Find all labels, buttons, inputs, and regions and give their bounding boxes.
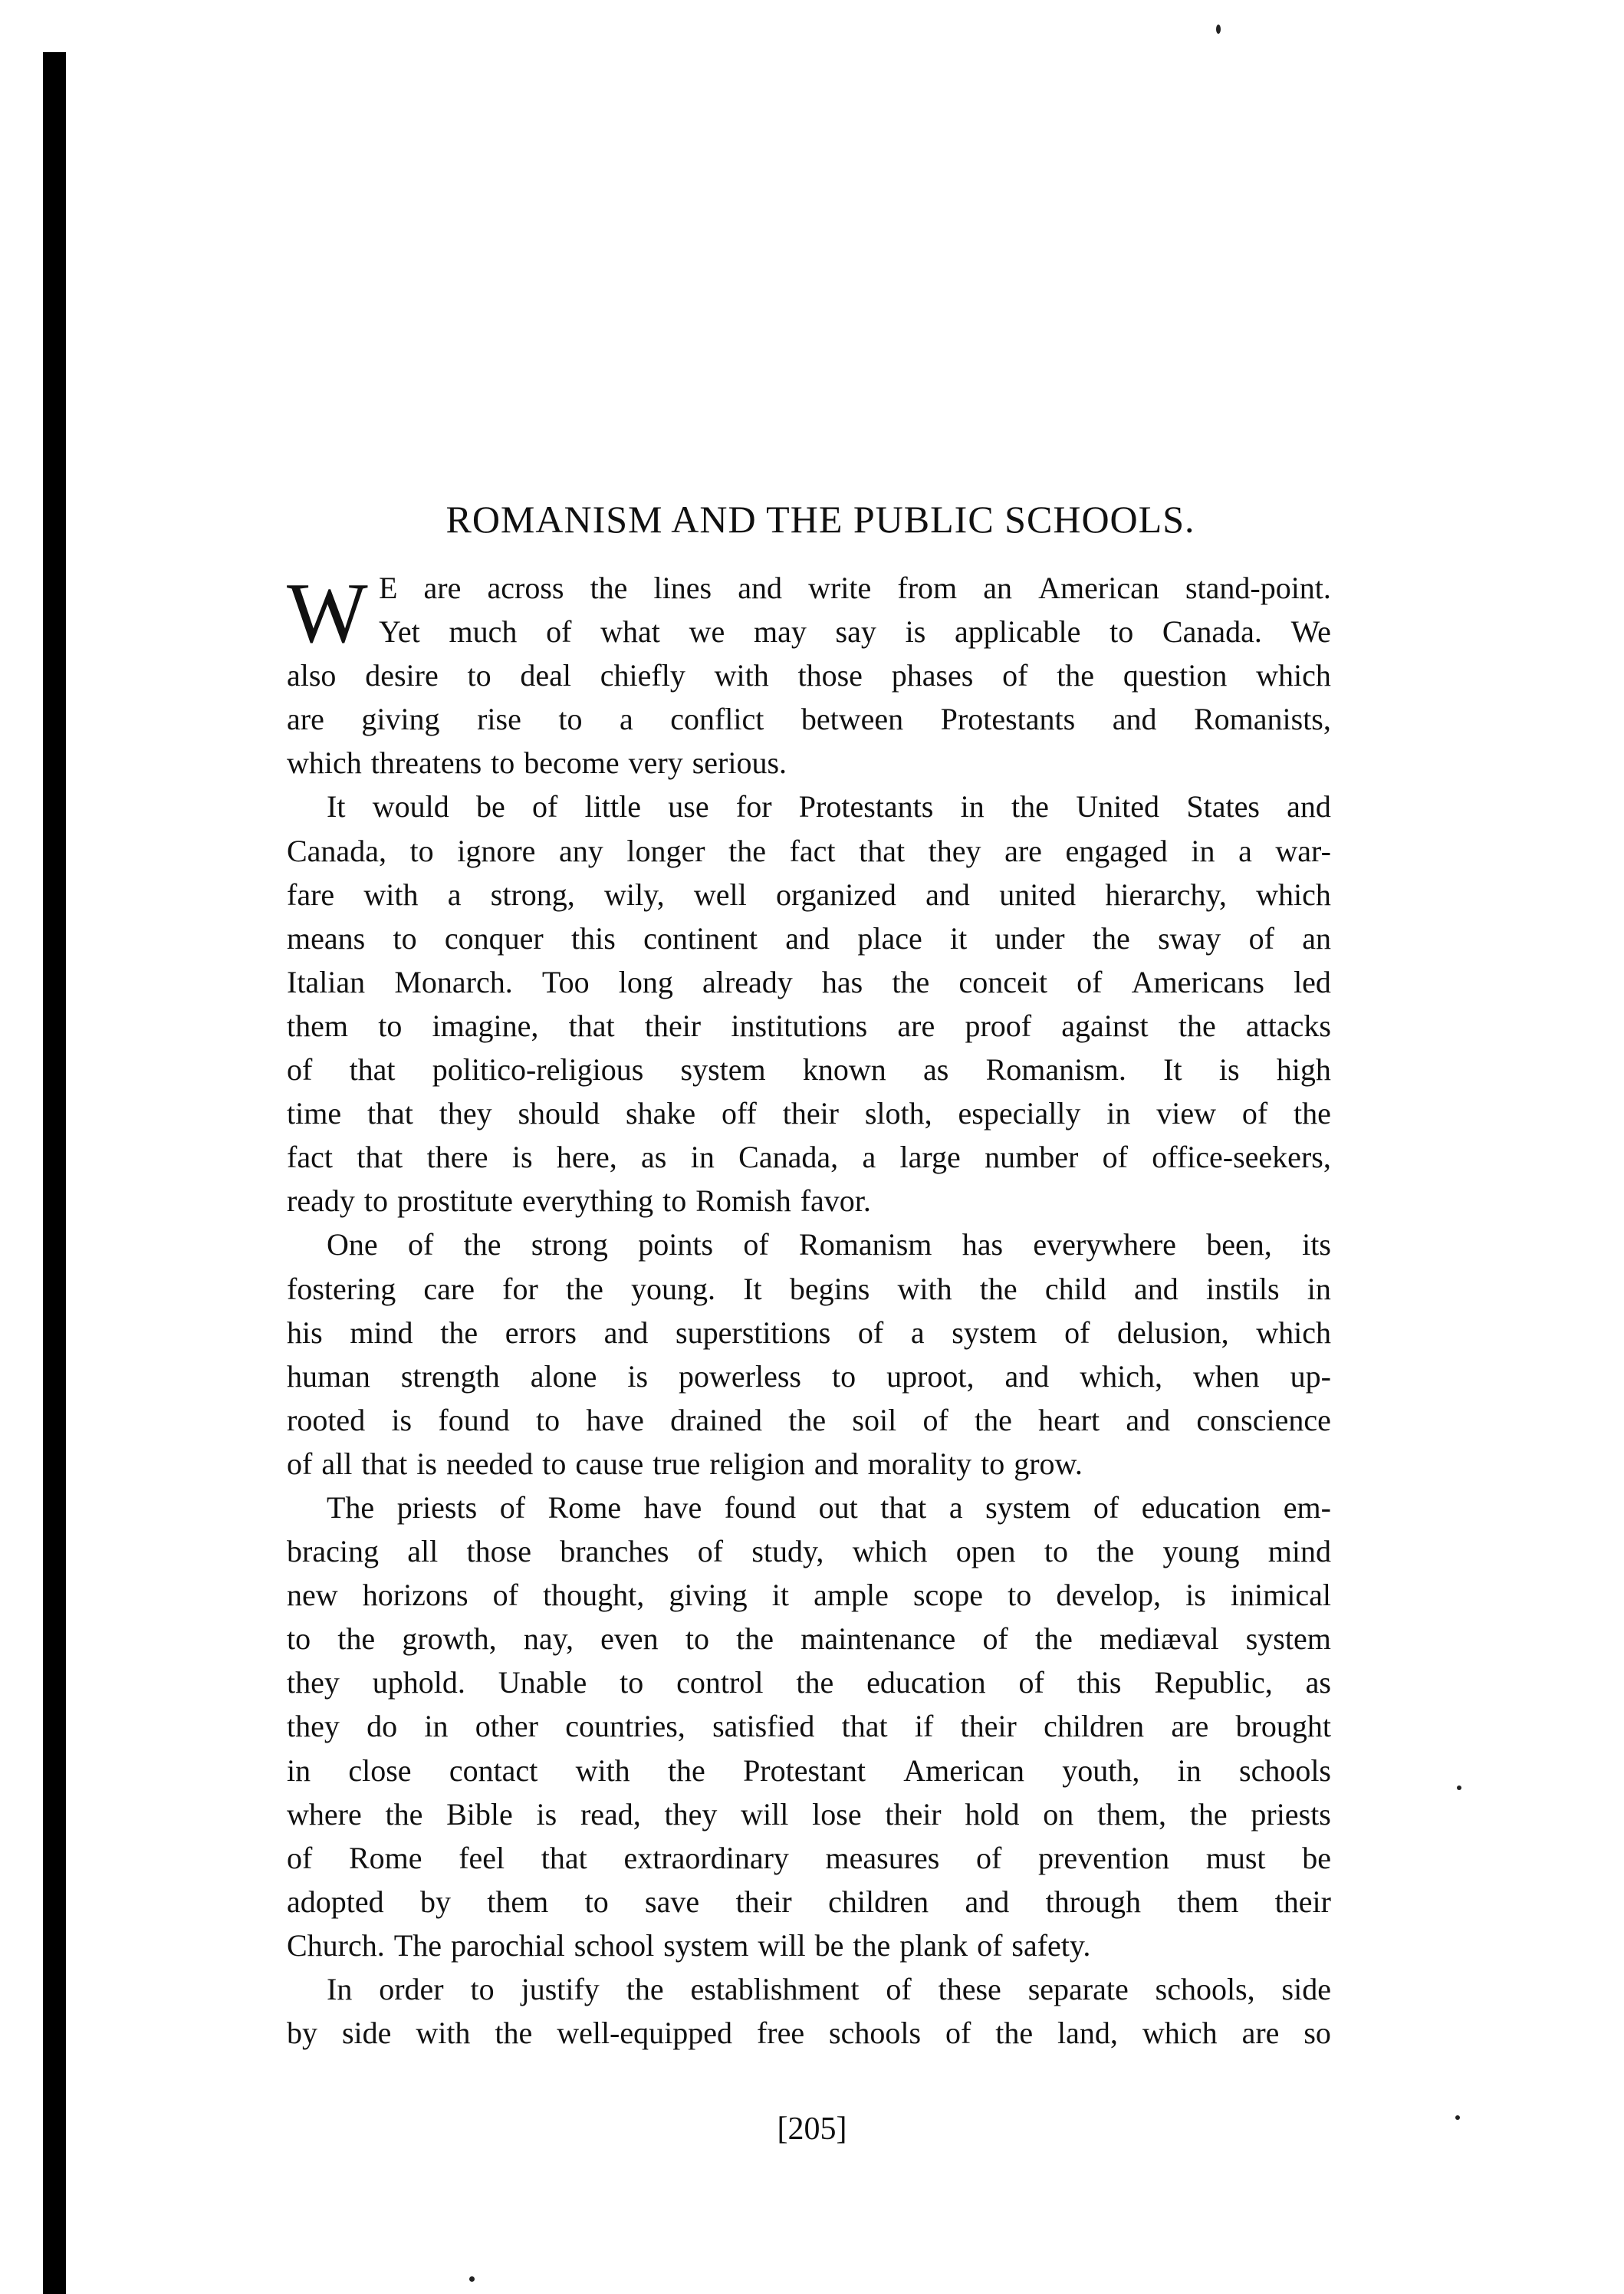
text-line: ready to prostitute everything to Romish favor. [287,1183,871,1219]
page-title: ROMANISM AND THE PUBLIC SCHOOLS. [445,498,1195,541]
text-line: in close contact with the Protestant American youth, in schools [287,1753,1331,1788]
text-line: rooted is found to have drained the soil of the heart and conscience [287,1402,1331,1437]
text-line: by side with the well-equipped free schools of the land, which are so [287,2016,1331,2051]
text-line: are giving rise to a conflict between Protestants and Romanists, [287,702,1331,737]
text-line: of that politico-religious system known as Romanism. It is high [287,1052,1331,1088]
text-line: they do in other countries, satisfied that if their children are brought [287,1709,1331,1744]
text-line: adopted by them to save their children and through them their [287,1884,1331,1919]
scan-speck [1216,25,1221,34]
text-line: also desire to deal chiefly with those phases of the question which [287,658,1331,693]
text-line: E are across the lines and write from an American stand-point. [379,571,1331,605]
binding-edge-shadow [43,52,66,2294]
text-line: of Rome feel that extraordinary measures of prevention must be [287,1840,1331,1875]
text-line: which threatens to become very serious. [287,745,787,781]
text-line: to the growth, nay, even to the maintenance of the mediæval system [287,1621,1331,1657]
text-line: Italian Monarch. Too long already has the conceit of Americans led [287,964,1331,999]
text-line: fostering care for the young. It begins with the child and instils in [287,1271,1331,1306]
text-line: of all that is needed to cause true religion and morality to grow. [287,1446,1083,1481]
text-line: Church. The parochial school system will be the plank of safety. [287,1927,1091,1963]
scan-speck [1457,1786,1461,1790]
text-line: In order to justify the establishment of these separate schools, side [327,1972,1331,2006]
text-line: new horizons of thought, giving it ample scope to develop, is inimical [287,1578,1331,1613]
text-line: The priests of Rome have found out that a system of education em- [327,1489,1331,1525]
text-line: One of the strong points of Romanism has everywhere been, its [327,1227,1331,1262]
text-line: them to imagine, that their institutions are proof against the attacks [287,1008,1331,1043]
text-line: fact that there is here, as in Canada, a large number of office-seekers, [287,1140,1331,1175]
article-body [287,566,1331,2055]
scan-speck [469,2276,475,2282]
text-line: Yet much of what we may say is applicable to Canada. We [379,614,1331,650]
text-line: bracing all those branches of study, which open to the young mind [287,1534,1331,1569]
text-line: they uphold. Unable to control the education of this Republic, as [287,1665,1331,1700]
text-line: human strength alone is powerless to uproot, and which, when up- [287,1358,1331,1394]
page-number: [205] [777,2111,847,2147]
text-line: It would be of little use for Protestants in the United States and [327,789,1331,824]
text-line: fare with a strong, wily, well organized and united hierarchy, which [287,877,1331,912]
text-line: where the Bible is read, they will lose their hold on them, the priests [287,1796,1331,1832]
text-line: means to conquer this continent and place it under the sway of an [287,920,1331,956]
drop-cap: W [287,566,368,661]
text-line: his mind the errors and superstitions of a system of delusion, which [287,1315,1331,1350]
text-line: time that they should shake off their sloth, especially in view of the [287,1096,1331,1131]
text-line: Canada, to ignore any longer the fact that they are engaged in a war- [287,833,1331,868]
